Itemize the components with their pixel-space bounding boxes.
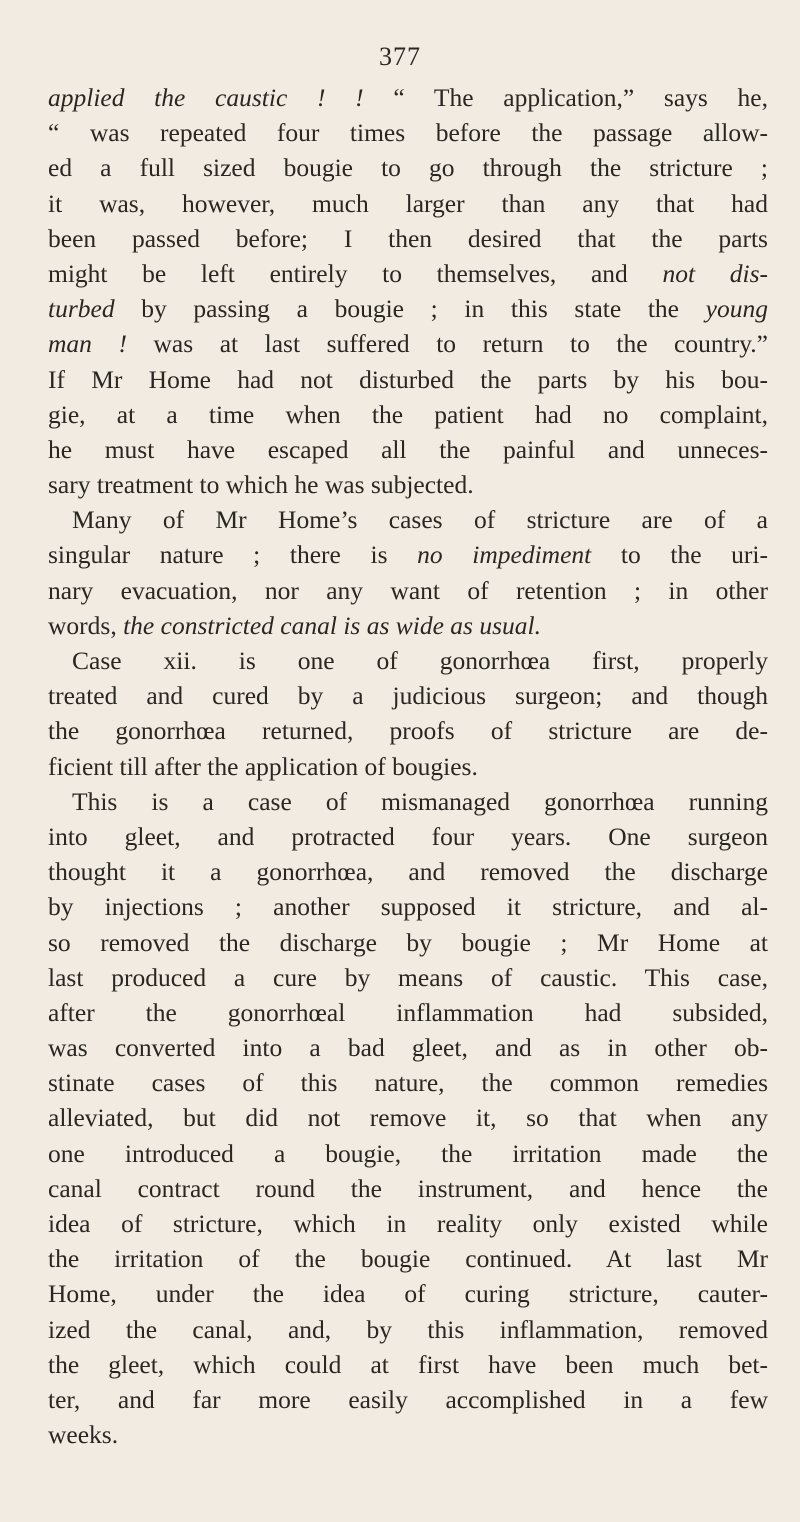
text-line — [48, 1065, 768, 1100]
text-segment: one introduced a bougie, the irritation made the — [48, 1138, 768, 1168]
page-number: 377 — [379, 42, 421, 71]
text-segment: gie, at a time when the patient had no complaint, — [48, 399, 768, 429]
text-segment: If Mr Home had not disturbed the parts by his bou- — [48, 364, 768, 394]
text-segment: words, — [48, 610, 124, 640]
text-line — [48, 397, 768, 432]
text-line — [48, 1206, 768, 1241]
text-segment: last produced a cure by means of caustic. This case, — [48, 962, 768, 992]
text-line — [48, 221, 768, 256]
text-line — [48, 502, 768, 537]
italic-text: man ! — [48, 329, 127, 359]
text-segment: treated and cured by a judicious surgeon; and though — [48, 681, 768, 711]
text-line — [48, 150, 768, 185]
text-segment: into gleet, and protracted four years. One surgeon — [48, 821, 768, 851]
text-segment: by passing a bougie ; in this state the — [114, 294, 706, 324]
text-segment: ized the canal, and, by this inflammation, removed — [48, 1314, 768, 1344]
text-segment: Many of Mr Home’s cases of stricture are of a — [72, 505, 768, 535]
italic-text: young — [705, 294, 768, 324]
text-line — [48, 80, 768, 115]
text-segment: the gonorrhœa returned, proofs of stricture are de- — [48, 716, 768, 746]
text-segment: canal contract round the instrument, and hence the — [48, 1173, 768, 1203]
italic-text: no impediment — [417, 540, 592, 570]
text-line — [48, 1417, 768, 1452]
text-line — [48, 467, 768, 502]
text-segment: was at last suffered to return to the country.” — [126, 329, 768, 359]
text-segment: idea of stricture, which in reality only existed while — [48, 1209, 768, 1238]
text-segment: been passed before; I then desired that the parts — [48, 223, 768, 253]
text-segment: after the gonorrhœal inflammation had subsided, — [48, 997, 768, 1027]
text-line — [48, 432, 768, 467]
body-text — [48, 80, 768, 1452]
text-line — [48, 1030, 768, 1065]
text-segment: Case xii. is one of gonorrhœa first, properly — [72, 646, 768, 675]
text-line — [48, 1241, 768, 1276]
text-line — [48, 291, 768, 326]
text-line — [48, 713, 768, 748]
text-line — [48, 537, 768, 572]
text-line — [48, 749, 768, 784]
text-segment: “ The application,” says he, — [363, 83, 768, 112]
text-line — [48, 643, 768, 678]
text-line — [48, 1100, 768, 1135]
text-segment: “ was repeated four times before the passage allow- — [48, 118, 768, 148]
text-segment: ed a full sized bougie to go through the stricture ; — [48, 153, 768, 183]
text-line — [48, 678, 768, 713]
text-segment: Home, under the idea of curing stricture, cauter- — [48, 1279, 768, 1309]
text-segment: alleviated, but did not remove it, so that when any — [48, 1103, 768, 1133]
text-segment: sary treatment to which he was subjected. — [48, 470, 474, 500]
text-segment: This is a case of mismanaged gonorrhœa running — [72, 786, 768, 816]
text-line — [48, 995, 768, 1030]
text-line — [48, 186, 768, 221]
italic-text: the constricted canal is as wide as usual. — [123, 610, 541, 640]
text-segment: stinate cases of this nature, the common remedies — [48, 1068, 768, 1098]
italic-text: not dis- — [662, 258, 768, 288]
text-line — [48, 573, 768, 608]
text-line — [48, 115, 768, 150]
text-line — [48, 1382, 768, 1417]
text-segment: thought it a gonorrhœa, and removed the discharge — [48, 857, 768, 887]
text-line — [48, 1347, 768, 1382]
text-segment: nary evacuation, nor any want of retention ; in other — [48, 575, 768, 605]
text-line — [48, 256, 768, 291]
text-segment: the gleet, which could at first have been much bet- — [48, 1349, 768, 1379]
text-line — [48, 889, 768, 924]
text-segment: it was, however, much larger than any that had — [48, 188, 768, 218]
text-line — [48, 1171, 768, 1206]
text-line — [48, 960, 768, 995]
text-segment: ter, and far more easily accomplished in a few — [48, 1384, 768, 1414]
text-segment: by injections ; another supposed it stricture, and al- — [48, 892, 768, 922]
text-segment: singular nature ; there is — [48, 540, 418, 570]
text-segment: weeks. — [48, 1420, 119, 1450]
text-segment: might be left entirely to themselves, and — [48, 258, 663, 288]
text-segment: to the uri- — [591, 540, 768, 570]
text-segment: so removed the discharge by bougie ; Mr Home at — [48, 927, 768, 957]
text-line — [48, 854, 768, 889]
text-line — [48, 925, 768, 960]
text-line — [48, 1136, 768, 1171]
text-segment: ficient till after the application of bougies. — [48, 751, 478, 781]
text-line — [48, 1276, 768, 1311]
text-segment: he must have escaped all the painful and unneces- — [48, 434, 768, 464]
text-line — [48, 362, 768, 397]
text-line — [48, 608, 768, 643]
italic-text: turbed — [48, 294, 115, 324]
text-line — [48, 819, 768, 854]
text-line — [48, 784, 768, 819]
text-line — [48, 326, 768, 361]
text-segment: was converted into a bad gleet, and as in other ob- — [48, 1033, 768, 1063]
italic-text: applied the caustic ! ! — [48, 83, 364, 112]
text-line — [48, 1312, 768, 1347]
text-segment: the irritation of the bougie continued. At last Mr — [48, 1244, 768, 1274]
